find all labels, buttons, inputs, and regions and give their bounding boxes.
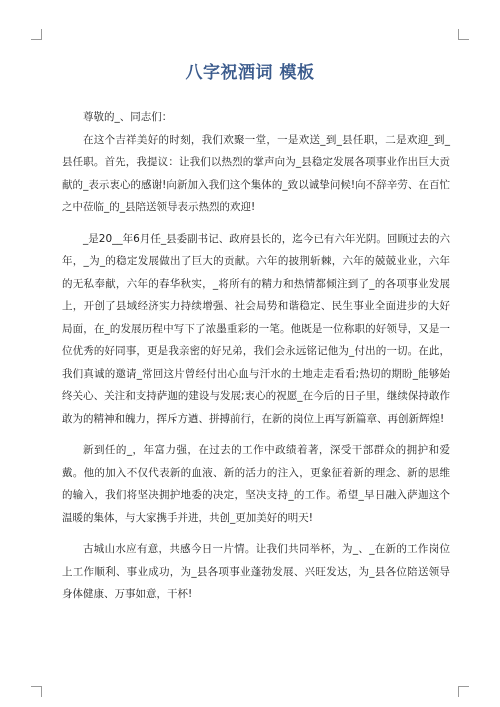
document-body bbox=[62, 106, 450, 606]
paragraph: _是20__年6月任_县委副书记、政府县长的，迄今已有六年光阴。回顾过去的六年，_为_的稳定发展做出了巨大的贡献。六年的披荆斩棘，六年的兢兢业业，六年的无私奉献，六年的春华秋实，_将所有的精力和热情都倾注到了_的各项事业发展上，开创了县域经济实力持续增强、社会局势和谐稳定、民生事业全面进步的大好局面，在_的发展历程中写下了浓墨重彩的一笔。他既是一位称职的好领导，又是一位优秀的好同事，更是我亲密的好兄弟，我们会永远铭记他为_付出的一切。在此，我们真诚的邀请_常回这片曾经付出心血与汗水的土地走走看看;热切的期盼_能够始终关心、关注和支持萨迦的建设与发展;衷心的祝愿_在今后的日子里，继续保持敢作敢为的精神和魄力，挥斥方遒、拼搏前行，在新的岗位上再写新篇章、再创新辉煌! bbox=[62, 232, 450, 425]
corner-mark-bottom-left bbox=[31, 686, 42, 697]
corner-mark-top-left bbox=[31, 29, 42, 40]
corner-mark-top-right bbox=[458, 29, 469, 40]
paragraph: 古城山水应有意，共感今日一片情。让我们共同举杯，为_、_在新的工作岗位上工作顺利、事业成功，为_县各项事业蓬勃发展、兴旺发达，为_县各位陪送领导身体健康、万事如意，干杯! bbox=[62, 543, 450, 600]
paragraph: 新到任的_，年富力强，在过去的工作中政绩着著，深受干部群众的拥护和爱戴。他的加入不仅代表新的血液、新的活力的注入，更象征着新的理念、新的思维的输入，我们将坚决拥护地委的决定，坚决支持_的工作。希望_早日融入萨迦这个温暖的集体，与大家携手并进，共创_更加美好的明天! bbox=[62, 444, 450, 524]
paragraph: 在这个吉祥美好的时刻，我们欢聚一堂，一是欢送_到_县任职，二是欢迎_到_县任职。首先，我提议：让我们以热烈的掌声向为_县稳定发展各项事业作出巨大贡献的_表示衷心的感谢!向新加入我们这个集体的_致以诚挚问候!向不辞辛劳、在百忙之中莅临_的_县陪送领导表示热烈的欢迎! bbox=[62, 133, 450, 213]
greeting-line: 尊敬的_、同志们： bbox=[83, 111, 173, 123]
document-title: 八字祝酒词 模板 bbox=[185, 63, 315, 83]
corner-mark-bottom-right bbox=[458, 686, 469, 697]
